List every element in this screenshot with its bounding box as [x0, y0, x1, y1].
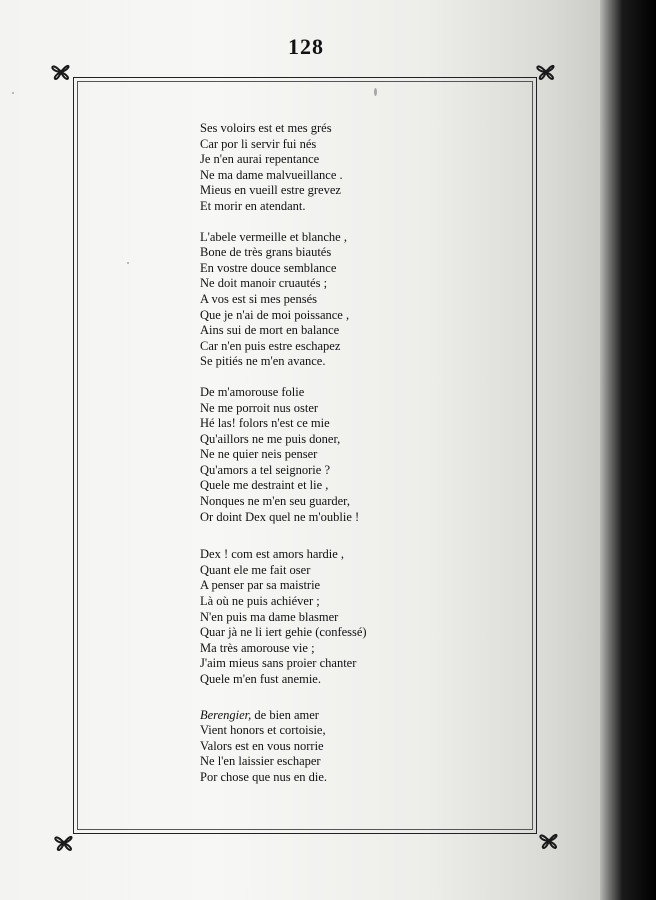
verse-line: A vos est si mes pensés: [200, 291, 318, 306]
verse-line: J'aim mieus sans proier chanter: [200, 656, 357, 671]
author-name: Berengier,: [200, 707, 252, 722]
corner-ornament-icon: [46, 57, 76, 87]
verse-line: Valors est en vous norrie: [200, 738, 324, 753]
stanza: [200, 230, 530, 370]
paper-speck: [12, 92, 14, 94]
verse-line: Ne ne quier neis penser: [200, 447, 318, 462]
verse-line: Ains sui de mort en balance: [200, 323, 340, 338]
verse-line: Por chose que nus en die.: [200, 769, 328, 784]
stanza: [200, 121, 530, 215]
verse-line: Ne l'en laissier eschaper: [200, 754, 321, 769]
verse-line: Car por li servir fui nés: [200, 136, 317, 151]
stanza: [200, 547, 530, 687]
envoi-stanza: [200, 708, 530, 786]
verse-line: Quele me destraint et lie ,: [200, 478, 329, 493]
verse-line: Ne me porroit nus oster: [200, 400, 319, 415]
verse-line: Là où ne puis achiéver ;: [200, 594, 320, 609]
verse-line: Ne doit manoir cruautés ;: [200, 276, 328, 291]
verse-line: Quar jà ne li iert gehie (confessé): [200, 625, 367, 640]
verse-line: Ses voloirs est et mes grés: [200, 121, 332, 135]
poem-text: [200, 121, 530, 801]
verse-line: Se pitiés ne m'en avance.: [200, 354, 326, 369]
verse-line: Nonques ne m'en seu guarder,: [200, 494, 350, 509]
verse-line: Bone de très grans biautés: [200, 245, 332, 260]
corner-ornament-icon: [534, 826, 564, 856]
verse-line: De m'amorouse folie: [200, 384, 305, 399]
stanza: [200, 385, 530, 525]
corner-ornament-icon: [49, 828, 79, 858]
verse-line: Dex ! com est amors hardie ,: [200, 547, 345, 562]
verse-line: Et morir en atendant.: [200, 198, 306, 213]
verse-line: Que je n'ai de moi poissance ,: [200, 307, 350, 322]
page-number: 128: [288, 34, 324, 59]
corner-ornament-icon: [531, 57, 561, 87]
verse-line: Je n'en aurai repentance: [200, 152, 320, 167]
verse-line-rest: de bien amer: [251, 707, 319, 722]
verse-line: Ne ma dame malvueillance .: [200, 167, 343, 182]
verse-line: Hé las! folors n'est ce mie: [200, 416, 330, 431]
verse-line: Qu'amors a tel seignorie ?: [200, 462, 330, 477]
verse-line: Qu'aillors ne me puis doner,: [200, 431, 341, 446]
verse-line: En vostre douce semblance: [200, 260, 337, 275]
verse-line: [200, 708, 530, 724]
verse-line: Vient honors et cortoisie,: [200, 723, 326, 738]
verse-line: Mieus en vueill estre grevez: [200, 183, 341, 198]
verse-line: N'en puis ma dame blasmer: [200, 609, 339, 624]
verse-line: L'abele vermeille et blanche ,: [200, 229, 347, 244]
verse-line: Ma très amorouse vie ;: [200, 640, 315, 655]
verse-line: Car n'en puis estre eschapez: [200, 338, 341, 353]
verse-line: Quant ele me fait oser: [200, 562, 311, 577]
verse-line: A penser par sa maistrie: [200, 578, 321, 593]
verse-line: Or doint Dex quel ne m'oublie !: [200, 509, 360, 524]
verse-line: Quele m'en fust anemie.: [200, 672, 321, 686]
book-gutter-shadow: [600, 0, 656, 900]
